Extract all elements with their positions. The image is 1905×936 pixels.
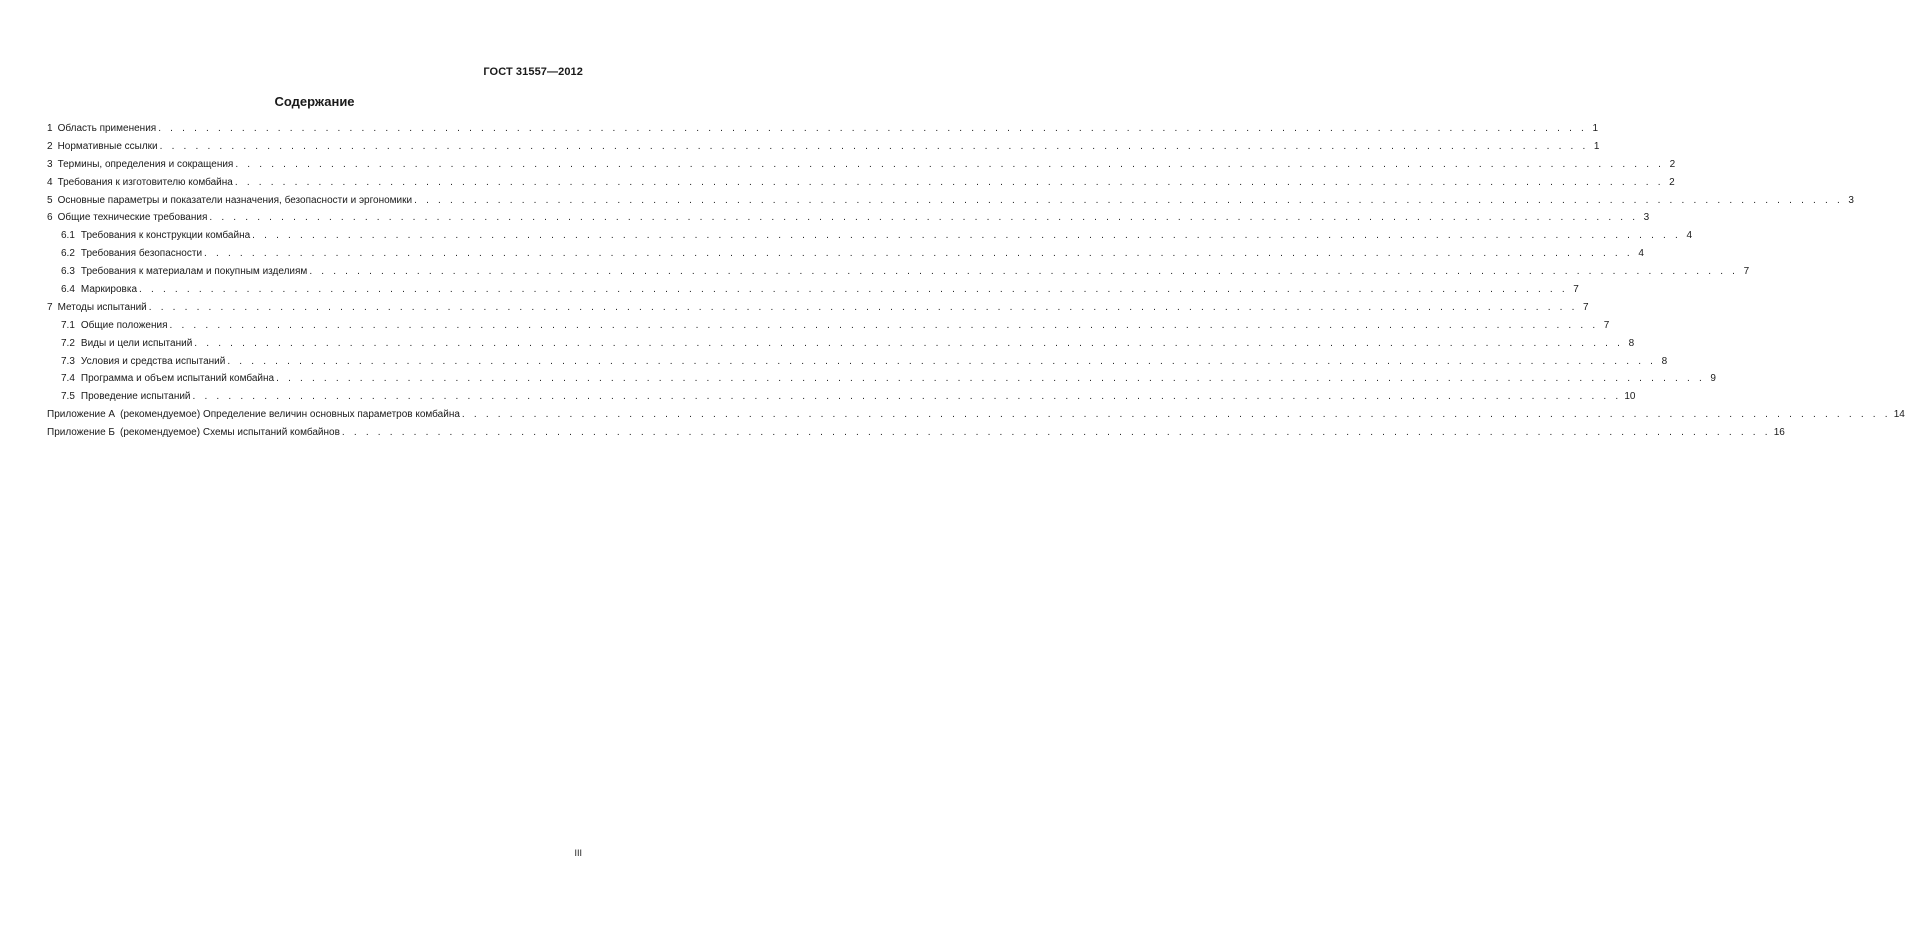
toc-entry-title: Требования к материалам и покупным изделиям (80, 266, 308, 278)
toc-entry-page: 7 (1573, 284, 1579, 296)
toc-entry[interactable] (47, 245, 1644, 263)
toc-dot-leader: . . . . . . . . . . . . . . . . . . . . . . . . . . . . . . . . . . . . . . . . . . . . . . . . . . . . . . . . . . . . . . . . . . . . . . . . . . . . . . . . . . . . . . . . . . . . . . . . . . . . . . . . . . . . . . . . . . . . . . . . (194, 337, 1624, 349)
toc-entry-title: Область применения (57, 123, 157, 134)
toc-dot-leader: . . . . . . . . . . . . . . . . . . . . . . . . . . . . . . . . . . . . . . . . . . . . . . . . . . . . . . . . . . . . . . . . . . . . . . . . . . . . . . . . . . . . . . . . . . . . . . . . . . . . . . . . . . . . . . . . . . . . . . . . (235, 158, 1665, 170)
toc-entry[interactable] (47, 388, 1636, 406)
toc-entry-page: 10 (1624, 391, 1636, 403)
toc-entry-number: 1 (47, 123, 53, 134)
toc-entry-number: 7.5 (61, 391, 75, 403)
toc-entry-title: (рекомендуемое) Схемы испытаний комбайнов (120, 427, 340, 439)
toc-entry[interactable] (47, 317, 1610, 335)
toc-dot-leader: . . . . . . . . . . . . . . . . . . . . . . . . . . . . . . . . . . . . . . . . . . . . . . . . . . . . . . . . . . . . . . . . . . . . . . . . . . . . . . . . . . . . . . . . . . . . . . . . . . . . . . . . . . . . . . . . . . . . . . . . (209, 212, 1639, 224)
toc-entry-page: 9 (1710, 373, 1716, 385)
toc-entry-page: 7 (1743, 266, 1750, 278)
toc-dot-leader: . . . . . . . . . . . . . . . . . . . . . . . . . . . . . . . . . . . . . . . . . . . . . . . . . . . . . . . . . . . . . . . . . . . . . . . . . . . . . . . . . . . . . . . . . . . . . . . . . . . . . . . . . . . . . . . . . . . . . . . . (309, 266, 1739, 278)
toc-entry-title: Методы испытаний (57, 301, 147, 313)
toc-entry[interactable] (47, 406, 1905, 424)
toc-entry-title: Условия и средства испытаний (80, 355, 226, 367)
toc-entry-number: 4 (47, 176, 53, 188)
page-number: III (574, 848, 582, 858)
toc-entry-number: Приложение А (47, 409, 116, 421)
toc-entry[interactable] (47, 353, 1668, 371)
toc-entry-number: 7.3 (61, 355, 75, 367)
toc-entry-title: Проведение испытаний (80, 391, 191, 403)
toc-entry-number: 6.1 (61, 230, 75, 242)
toc-dot-leader: . . . . . . . . . . . . . . . . . . . . . . . . . . . . . . . . . . . . . . . . . . . . . . . . . . . . . . . . . . . . . . . . . . . . . . . . . . . . . . . . . . . . . . . . . . . . . . . . . . . . . . . . . . . . . . . . . . . . . . . . (204, 248, 1633, 260)
toc-dot-leader: . . . . . . . . . . . . . . . . . . . . . . . . . . . . . . . . . . . . . . . . . . . . . . . . . . . . . . . . . . . . . . . . . . . . . . . . . . . . . . . . . . . . . . . . . . . . . . . . . . . . . . . . . . . . . . . . . . . . . . . . (148, 301, 1578, 313)
toc-entry-title: Требования к конструкции комбайна (80, 230, 251, 242)
toc-dot-leader: . . . . . . . . . . . . . . . . . . . . . . . . . . . . . . . . . . . . . . . . . . . . . . . . . . . . . . . . . . . . . . . . . . . . . . . . . . . . . . . . . . . . . . . . . . . . . . . . . . . . . . . . . . . . . . . . . . . . . . . . (341, 427, 1771, 439)
document-standard-number: ГОСТ 31557—2012 (483, 66, 583, 78)
toc-dot-leader: . . . . . . . . . . . . . . . . . . . . . . . . . . . . . . . . . . . . . . . . . . . . . . . . . . . . . . . . . . . . . . . . . . . . . . . . . . . . . . . . . . . . . . . . . . . . . . . . . . . . . . . . . . . . . . . . . . . . . . . . (234, 176, 1664, 188)
toc-entry-page: 3 (1848, 194, 1854, 206)
toc-entry-title: Общие технические требования (57, 212, 208, 224)
toc-entry-page: 3 (1643, 212, 1650, 224)
toc-entry-title: Общие положения (80, 319, 168, 331)
toc-entry-page: 4 (1638, 248, 1644, 260)
toc-entry[interactable] (47, 335, 1635, 353)
toc-dot-leader: . . . . . . . . . . . . . . . . . . . . . . . . . . . . . . . . . . . . . . . . . . . . . . . . . . . . . . . . . . . . . . . . . . . . . . . . . . . . . . . . . . . . . . . . . . . . . . . . . . . . . . . . . . . . . . . . . . . . . . . . (414, 194, 1843, 206)
toc-entry-page: 7 (1603, 319, 1610, 331)
toc-entry-page: 16 (1773, 427, 1785, 439)
toc-dot-leader: . . . . . . . . . . . . . . . . . . . . . . . . . . . . . . . . . . . . . . . . . . . . . . . . . . . . . . . . . . . . . . . . . . . . . . . . . . . . . . . . . . . . . . . . . . . . . . . . . . . . . . . . . . . . . . . . . . . . . . . . (276, 373, 1705, 385)
toc-dot-leader: . . . . . . . . . . . . . . . . . . . . . . . . . . . . . . . . . . . . . . . . . . . . . . . . . . . . . . . . . . . . . . . . . . . . . . . . . . . . . . . . . . . . . . . . . . . . . . . . . . . . . . . . . . . . . . . . . . . . . . . . (139, 284, 1568, 296)
toc-entry-title: Маркировка (80, 284, 138, 296)
toc-dot-leader: . . . . . . . . . . . . . . . . . . . . . . . . . . . . . . . . . . . . . . . . . . . . . . . . . . . . . . . . . . . . . . . . . . . . . . . . . . . . . . . . . . . . . . . . . . . . . . . . . . . . . . . . . . . . . . . . . . . . . . . . (159, 140, 1589, 152)
toc-entry[interactable] (47, 227, 1692, 245)
toc-entry-page: 8 (1628, 337, 1635, 349)
toc-entry-number: 7.1 (61, 319, 75, 331)
toc-entry[interactable] (47, 281, 1579, 299)
toc-entry-number: 7 (47, 301, 53, 313)
toc-entry-number: 6.4 (61, 284, 75, 296)
toc-entry-title: Основные параметры и показатели назначения, безопасности и эргономики (57, 194, 413, 206)
toc-entry-page: 1 (1593, 140, 1600, 152)
toc-dot-leader: . . . . . . . . . . . . . . . . . . . . . . . . . . . . . . . . . . . . . . . . . . . . . . . . . . . . . . . . . . . . . . . . . . . . . . . . . . . . . . . . . . . . . . . . . . . . . . . . . . . . . . . . . . . . . . . . . . . . . . . . (192, 391, 1622, 403)
toc-entry[interactable] (47, 192, 1854, 210)
toc-entry-number: Приложение Б (47, 427, 115, 439)
toc-dot-leader: . . . . . . . . . . . . . . . . . . . . . . . . . . . . . . . . . . . . . . . . . . . . . . . . . . . . . . . . . . . . . . . . . . . . . . . . . . . . . . . . . . . . . . . . . . . . . . . . . . . . . . . . . . . . . . . . . . . . . . . . (252, 230, 1681, 242)
toc-entry-number: 7.2 (61, 337, 75, 349)
toc-entry-title: Термины, определения и сокращения (57, 158, 234, 170)
toc-entry-page: 2 (1669, 158, 1676, 170)
toc-entry-title: Виды и цели испытаний (80, 337, 193, 349)
toc-entry[interactable] (47, 120, 1599, 138)
toc-title: Содержание (274, 94, 355, 109)
toc-entry-page: 2 (1669, 176, 1675, 188)
toc-entry-number: 5 (47, 194, 53, 206)
toc-entry-title: Требования безопасности (80, 248, 203, 260)
toc-entry[interactable] (47, 138, 1600, 156)
toc-entry[interactable] (47, 370, 1716, 388)
toc-entry-number: 7.4 (61, 373, 75, 385)
toc-dot-leader: . . . . . . . . . . . . . . . . . . . . . . . . . . . . . . . . . . . . . . . . . . . . . . . . . . . . . . . . . . . . . . . . . . . . . . . . . . . . . . . . . . . . . . . . . . . . . . . . . . . . . . . . . . . . . . . . . . . . . . . . (227, 355, 1657, 367)
toc-entry-page: 7 (1583, 301, 1589, 313)
toc-dot-leader: . . . . . . . . . . . . . . . . . . . . . . . . . . . . . . . . . . . . . . . . . . . . . . . . . . . . . . . . . . . . . . . . . . . . . . . . . . . . . . . . . . . . . . . . . . . . . . . . . . . . . . . . . . . . . . . . . . . . . . . . (169, 319, 1599, 331)
toc-entry-page: 8 (1661, 355, 1668, 367)
toc-entry-number: 6 (47, 212, 53, 224)
toc-entry-title: Нормативные ссылки (57, 140, 158, 152)
toc-entry-number: 3 (47, 158, 53, 170)
toc-entry-title: Программа и объем испытаний комбайна (80, 373, 275, 385)
toc-dot-leader: . . . . . . . . . . . . . . . . . . . . . . . . . . . . . . . . . . . . . . . . . . . . . . . . . . . . . . . . . . . . . . . . . . . . . . . . . . . . . . . . . . . . . . . . . . . . . . . . . . . . . . . . . . . . . . . . . . . . . . . . (461, 409, 1891, 421)
toc-entry[interactable] (47, 209, 1650, 227)
toc-entry-title: Требования к изготовителю комбайна (57, 176, 233, 188)
toc-entry-number: 6.3 (61, 266, 75, 278)
toc-entry-number: 2 (47, 140, 53, 152)
toc-entry-page: 1 (1592, 123, 1599, 134)
toc-entry-title: (рекомендуемое) Определение величин основных параметров комбайна (120, 409, 460, 421)
toc-entry-number: 6.2 (61, 248, 75, 260)
toc-entry[interactable] (47, 263, 1750, 281)
table-of-contents (47, 120, 1905, 442)
toc-entry[interactable] (47, 156, 1676, 174)
toc-entry[interactable] (47, 299, 1589, 317)
toc-entry-page: 14 (1893, 409, 1905, 421)
toc-dot-leader: . . . . . . . . . . . . . . . . . . . . . . . . . . . . . . . . . . . . . . . . . . . . . . . . . . . . . . . . . . . . . . . . . . . . . . . . . . . . . . . . . . . . . . . . . . . . . . . . . . . . . . . . . . . . . . . . . . . . . . . . (158, 123, 1588, 134)
toc-entry-page: 4 (1686, 230, 1692, 242)
toc-entry[interactable] (47, 174, 1675, 192)
toc-entry[interactable] (47, 424, 1785, 442)
